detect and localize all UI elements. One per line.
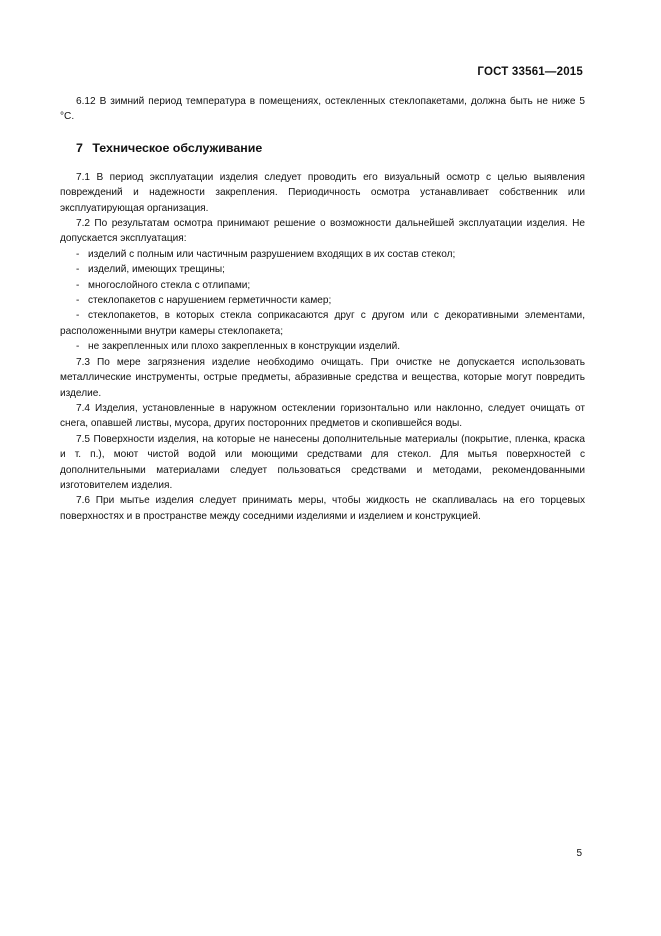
page-content — [60, 94, 585, 524]
list-dash: - — [76, 295, 80, 307]
list-dash: - — [76, 310, 80, 322]
list-item-text: многослойного стекла с отлипами; — [88, 279, 251, 291]
list-item-text: изделий, имеющих трещины; — [88, 264, 225, 276]
list-item — [60, 339, 585, 354]
clause-7-4: 7.4 Изделия, установленные в наружном остеклении горизонтально или наклонно, следует очищать от снега, опавшей листвы, мусора, других посторонних предметов и скопившейся воды. — [60, 402, 585, 430]
list-dash: - — [76, 279, 80, 291]
list-item — [60, 262, 585, 277]
list-dash: - — [76, 264, 80, 276]
list-dash: - — [76, 248, 80, 260]
list-item — [60, 293, 585, 308]
section-7-number: 7 — [76, 140, 83, 155]
list-item-text: стеклопакетов с нарушением герметичности камер; — [88, 295, 332, 307]
section-7-title: Техническое обслуживание — [92, 140, 263, 155]
clause-7-5: 7.5 Поверхности изделия, на которые не нанесены дополнительные материалы (покрытие, пленка, краска и т. п.), моют чистой водой или моющими средствами для стекол. Для мытья поверхностей с дополнительными материалами следует пользоваться средствами и методами, рекомендованными изготовителем изделия. — [60, 433, 585, 491]
clause-7-2: 7.2 По результатам осмотра принимают решение о возможности дальнейшей эксплуатации изделия. Не допускается эксплуатация: — [60, 218, 585, 245]
clause-7-3: 7.3 По мере загрязнения изделие необходимо очищать. При очистке не допускается использовать металлические инструменты, острые предметы, абразивные средства и вещества, которые могут повредить изделие. — [60, 356, 585, 399]
page-number: 5 — [576, 848, 582, 859]
section-7-heading — [60, 140, 585, 156]
list-item — [60, 308, 585, 339]
document-code-header: ГОСТ 33561—2015 — [477, 66, 583, 78]
list-item-text: стеклопакетов, в которых стекла соприкасаются друг с другом или с декоративными элементами, расположенными внутри камеры стеклопакета; — [60, 310, 585, 337]
list-item — [60, 278, 585, 293]
list-item — [60, 247, 585, 262]
list-item-text: не закрепленных или плохо закрепленных в конструкции изделий. — [88, 341, 401, 353]
list-item-text: изделий с полным или частичным разрушением входящих в их состав стекол; — [88, 248, 456, 260]
list-dash: - — [76, 341, 80, 353]
clause-7-6: 7.6 При мытье изделия следует принимать меры, чтобы жидкость не скапливалась на его торцевых поверхностях и в пространстве между соседними изделиями и изделием и конструкцией. — [60, 495, 585, 522]
clause-6-12: 6.12 В зимний период температура в помещениях, остекленных стеклопакетами, должна быть не ниже 5 °С. — [60, 96, 585, 123]
clause-7-1: 7.1 В период эксплуатации изделия следует проводить его визуальный осмотр с целью выявления повреждений и надежности закрепления. Периодичность осмотра устанавливает собственник или эксплуатирующая организация. — [60, 171, 585, 214]
